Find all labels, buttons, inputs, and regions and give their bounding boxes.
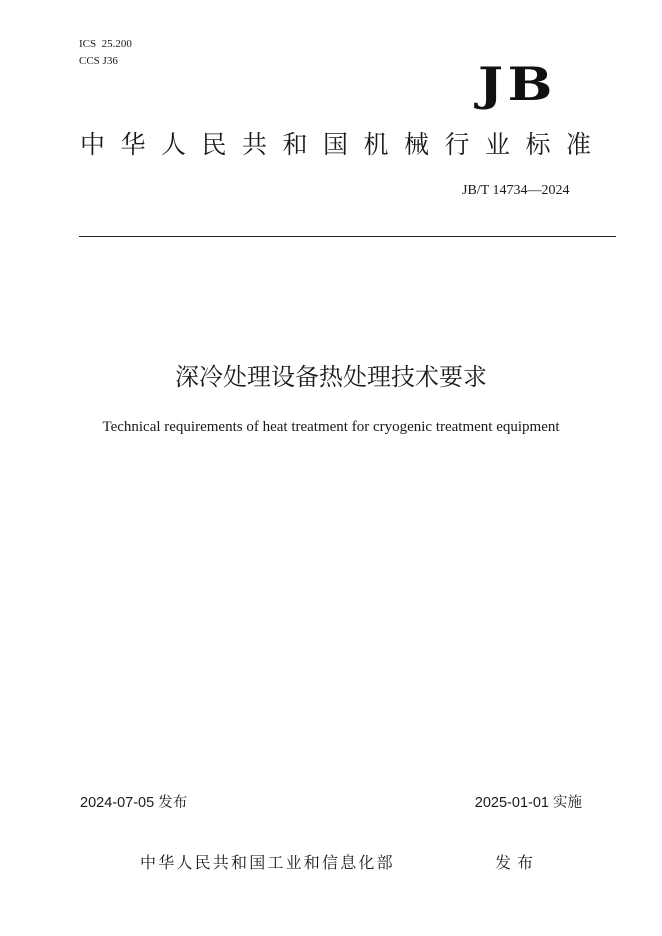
implementation-date: 2025-01-01 实施 [474, 795, 582, 811]
classification-codes [79, 36, 132, 70]
header-divider [79, 236, 616, 237]
document-title-english: Technical requirements of heat treatment for cryogenic treatment equipment [102, 419, 560, 435]
standard-category-title: 中华人民共和国机械行业标准 [80, 130, 607, 159]
standard-number: JB/T 14734—2024 [462, 183, 570, 198]
issue-date: 2024-07-05 发布 [80, 795, 188, 811]
ics-code: ICS 25.200 [79, 38, 132, 50]
document-title-chinese: 深冷处理设备热处理技术要求 [175, 363, 487, 391]
issuing-organization: 中华人民共和国工业和信息化部 [140, 853, 395, 872]
ccs-code: CCS J36 [79, 55, 118, 67]
jb-logo: JB [478, 57, 557, 111]
publish-label: 发布 [495, 853, 540, 872]
